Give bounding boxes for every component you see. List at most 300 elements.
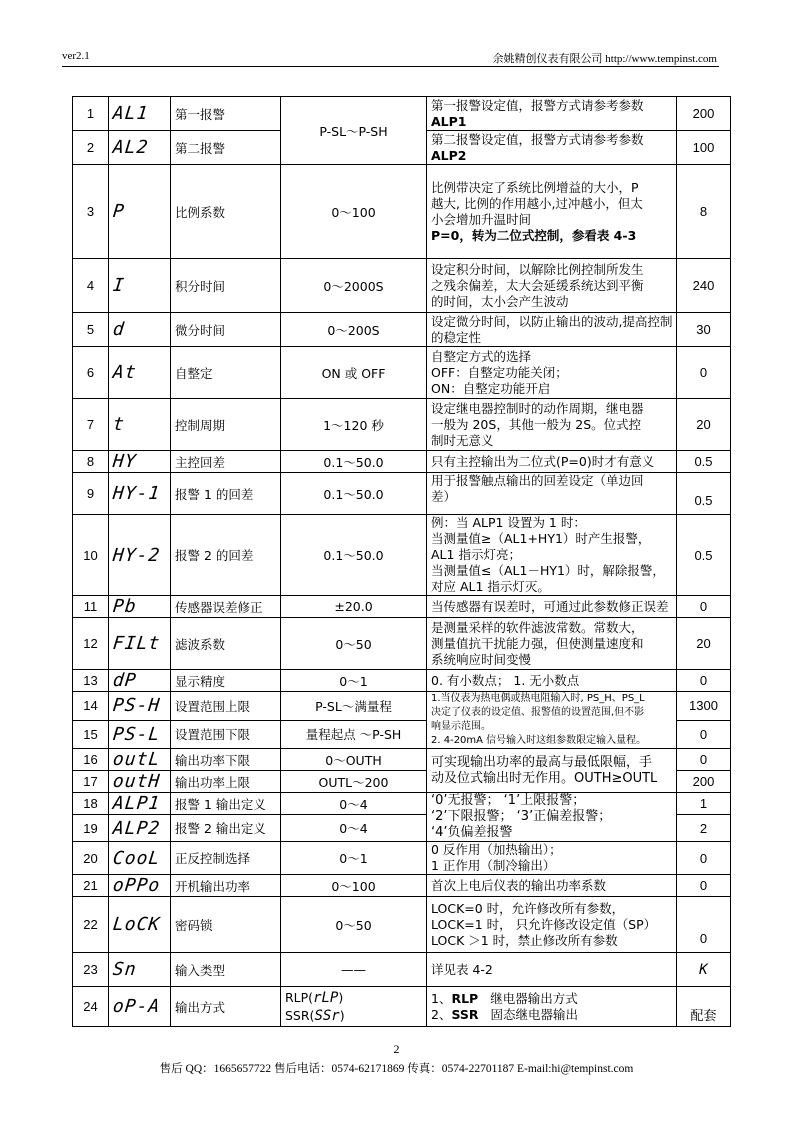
- table-row: [73, 875, 731, 897]
- param-number-text: 3: [86, 204, 95, 219]
- param-number: [73, 875, 109, 897]
- desc-line: 的稳定性: [431, 329, 482, 345]
- param-default: [677, 97, 731, 131]
- param-code: [109, 692, 171, 721]
- param-code-display: At: [111, 362, 138, 383]
- param-range: [281, 749, 427, 771]
- param-code: [109, 259, 171, 313]
- param-range: [281, 596, 427, 618]
- param-range: [281, 897, 427, 953]
- param-description: [427, 953, 677, 987]
- ssr-code: SSr: [314, 1007, 340, 1024]
- param-name: [171, 131, 281, 165]
- table-row: [73, 515, 731, 596]
- param-description: [427, 596, 677, 618]
- param-number-text: 21: [83, 878, 98, 893]
- param-code: [109, 815, 171, 842]
- param-code-display: Sn: [111, 959, 138, 980]
- param-number: [73, 473, 109, 515]
- param-name-text: 积分时间: [175, 278, 226, 294]
- param-name-text: 正反控制选择: [175, 851, 251, 866]
- table-row: [73, 749, 731, 771]
- param-range-text: P-SL～P-SH: [319, 123, 388, 139]
- param-code: [109, 347, 171, 399]
- desc-line: 小会增加升温时间: [431, 211, 532, 227]
- desc-line: 当测量值≤（AL1－HY1）时，解除报警，: [431, 563, 665, 578]
- param-default-text: 0: [699, 931, 708, 946]
- param-code-display: t: [111, 414, 126, 435]
- param-number: [73, 953, 109, 987]
- param-code-display: outH: [111, 771, 162, 792]
- table-row: [73, 97, 731, 131]
- desc-line: 越大, 比例的作用越小,过冲越小，但太: [431, 195, 643, 211]
- param-name: [171, 259, 281, 313]
- param-description: [427, 451, 677, 473]
- desc-line: ‘4’负偏差报警: [431, 825, 513, 840]
- param-range-text: 1～120 秒: [323, 417, 384, 433]
- desc-line: 当传感器有误差时，可通过此参数修正误差: [431, 598, 669, 614]
- param-default: [677, 618, 731, 670]
- param-range-text: OUTL～200: [318, 774, 389, 790]
- param-range-text: 0～1: [339, 851, 368, 866]
- desc-line: ALP1: [431, 113, 467, 129]
- param-range-text: ——: [341, 962, 366, 977]
- param-name: [171, 670, 281, 692]
- param-name-text: 输出方式: [175, 999, 226, 1015]
- desc-line: 首次上电后仪表的输出功率系数: [431, 877, 607, 893]
- mode-key: RLP: [451, 990, 479, 1006]
- param-range-text: 0～1: [339, 673, 368, 689]
- table-row: [73, 165, 731, 259]
- desc-line: 1 正作用（制冷输出）: [431, 858, 556, 873]
- page-number: 2: [393, 1042, 400, 1056]
- param-name: [171, 313, 281, 347]
- param-default: [677, 131, 731, 165]
- param-code-display: HY-2: [111, 544, 162, 566]
- param-name: [171, 720, 281, 749]
- table-row: [73, 793, 731, 815]
- param-range: [281, 165, 427, 259]
- param-default: [677, 451, 731, 473]
- param-number: [73, 97, 109, 131]
- param-default-text: 20: [696, 636, 711, 651]
- output-option-rlp: [285, 989, 422, 1007]
- param-code-display: I: [111, 275, 126, 296]
- desc-line: 决定了仪表的设定值、报警值的设置范围,但不影: [431, 707, 645, 718]
- param-name: [171, 897, 281, 953]
- param-range-text: 0.1～50.0: [323, 548, 384, 563]
- param-number: [73, 897, 109, 953]
- desc-line: 是测量采样的软件滤波常数。常数大，: [431, 619, 644, 635]
- desc-line: 0. 有小数点； 1. 无小数点: [431, 672, 580, 688]
- param-number-text: 10: [83, 547, 98, 563]
- desc-line: 系统响应时间变慢: [431, 651, 532, 667]
- param-number-text: 1: [86, 106, 95, 121]
- param-range: [281, 313, 427, 347]
- param-description: [427, 313, 677, 347]
- param-range: [281, 259, 427, 313]
- param-default: [677, 515, 731, 596]
- param-number-text: 17: [83, 774, 98, 789]
- param-name: [171, 347, 281, 399]
- param-number: [73, 313, 109, 347]
- mode-prefix: 2、: [431, 1006, 452, 1022]
- param-description: [427, 515, 677, 596]
- desc-line: 例：当 ALP1 设置为 1 时：: [431, 515, 586, 530]
- param-name-text: 设置范围下限: [175, 727, 251, 743]
- param-number-text: 24: [83, 999, 98, 1014]
- param-default-text: 0: [699, 878, 708, 893]
- desc-line: 一般为 20S，其他一般为 2S。位式控: [431, 416, 642, 432]
- param-number-text: 7: [86, 417, 95, 432]
- param-name-text: 输出功率上限: [175, 774, 251, 790]
- desc-line: 自整定方式的选择: [431, 348, 532, 364]
- param-default: [677, 259, 731, 313]
- param-description: [427, 97, 677, 131]
- output-option-ssr: [285, 1007, 422, 1025]
- desc-line: ‘2’下限报警； ‘3’正偏差报警；: [431, 809, 612, 824]
- param-default: [677, 313, 731, 347]
- param-code: [109, 749, 171, 771]
- desc-line: ON：自整定功能开启: [431, 380, 551, 396]
- desc-line: 设定微分时间，以防止输出的波动,提高控制: [431, 313, 673, 329]
- param-code: [109, 515, 171, 596]
- param-number: [73, 720, 109, 749]
- param-number: [73, 618, 109, 670]
- param-default: [677, 897, 731, 953]
- param-name-text: 第二报警: [175, 140, 226, 156]
- param-number-text: 14: [83, 698, 98, 714]
- desc-line: 1.当仪表为热电偶或热电阻输入时, PS_H、PS_L: [431, 693, 645, 704]
- param-default-text: K: [699, 961, 708, 978]
- param-name-text: 开机输出功率: [175, 878, 251, 894]
- param-code-display: PS-H: [111, 695, 162, 717]
- param-default-text: 240: [692, 278, 715, 293]
- param-name-text: 报警 1 的回差: [175, 486, 254, 502]
- param-code-display: outL: [111, 749, 162, 770]
- param-name-text: 自整定: [175, 365, 213, 381]
- param-code-display: oPPo: [111, 875, 162, 896]
- param-range: [281, 953, 427, 987]
- param-number-text: 11: [83, 599, 98, 614]
- param-code-display: ALP2: [111, 817, 162, 839]
- param-default-text: 2: [699, 820, 708, 836]
- param-default: [677, 987, 731, 1027]
- rlp-label: RLP(: [285, 989, 314, 1005]
- param-name-text: 比例系数: [175, 204, 226, 220]
- param-range-text: 0～4: [339, 796, 368, 812]
- desc-line: OFF：自整定功能关闭；: [431, 364, 568, 380]
- param-range-text: 0～2000S: [323, 278, 384, 294]
- param-description: [427, 259, 677, 313]
- param-number-text: 23: [83, 962, 98, 977]
- param-number-text: 19: [83, 820, 98, 836]
- param-code-display: CooL: [111, 847, 162, 869]
- ssr-close: ): [339, 1007, 345, 1023]
- table-row: [73, 473, 731, 515]
- param-code: [109, 596, 171, 618]
- param-default: [677, 692, 731, 721]
- param-code-display: dP: [111, 670, 138, 691]
- param-name: [171, 815, 281, 842]
- param-code-display: ALP1: [111, 793, 162, 815]
- param-code: [109, 399, 171, 451]
- param-range: [281, 793, 427, 815]
- param-code-display: P: [111, 201, 126, 222]
- param-number-text: 2: [86, 140, 95, 155]
- param-default-text: 0: [699, 752, 708, 767]
- param-number: [73, 793, 109, 815]
- param-number: [73, 692, 109, 721]
- param-name: [171, 596, 281, 618]
- param-code: [109, 131, 171, 165]
- param-default: [677, 596, 731, 618]
- desc-line: 之残余偏差，太大会延缓系统达到平衡: [431, 277, 644, 293]
- param-default-text: 200: [692, 106, 715, 121]
- desc-line: 差）: [431, 489, 457, 504]
- param-code-display: AL2: [111, 137, 150, 158]
- header-version: ver2.1: [62, 50, 90, 62]
- table-row: [73, 670, 731, 692]
- param-default-text: 0.5: [694, 547, 713, 563]
- desc-line: ‘0’无报警； ‘1’上限报警；: [431, 793, 586, 808]
- param-name: [171, 953, 281, 987]
- rlp-close: ): [338, 989, 344, 1005]
- table-row: [73, 618, 731, 670]
- param-code: [109, 473, 171, 515]
- desc-line: 测量值抗干扰能力强，但使测量速度和: [431, 635, 644, 651]
- parameter-table: [72, 96, 731, 1027]
- param-default: [677, 749, 731, 771]
- param-description: [427, 692, 677, 749]
- param-name-text: 显示精度: [175, 673, 226, 689]
- param-number-text: 18: [83, 796, 98, 812]
- mode-text: 固态继电器输出: [490, 1006, 579, 1022]
- param-default: [677, 399, 731, 451]
- param-name: [171, 749, 281, 771]
- param-code-display: d: [111, 319, 126, 340]
- param-name-text: 报警 2 的回差: [175, 548, 254, 563]
- param-default: [677, 953, 731, 987]
- param-number-text: 13: [83, 673, 98, 688]
- desc-line: 只有主控输出为二位式(P=0)时才有意义: [431, 453, 655, 469]
- mode-prefix: 1、: [431, 990, 452, 1006]
- header-divider: [62, 66, 719, 67]
- param-range-text: ±20.0: [334, 599, 373, 614]
- param-name: [171, 399, 281, 451]
- param-code: [109, 953, 171, 987]
- param-range-text: 0～50: [335, 636, 372, 652]
- table-row: [73, 987, 731, 1027]
- param-range-text: 0～100: [331, 204, 376, 220]
- param-default: [677, 793, 731, 815]
- param-number: [73, 987, 109, 1027]
- param-range: [281, 97, 427, 165]
- param-number-text: 12: [83, 636, 98, 651]
- ssr-label: SSR(: [285, 1007, 315, 1023]
- desc-line: LOCK ＞1 时，禁止修改所有参数: [431, 932, 618, 948]
- param-range: [281, 347, 427, 399]
- desc-line: 第二报警设定值，报警方式请参考参数: [431, 131, 644, 147]
- param-number-text: 6: [86, 365, 95, 380]
- param-code: [109, 313, 171, 347]
- param-code: [109, 720, 171, 749]
- param-number: [73, 399, 109, 451]
- param-name: [171, 618, 281, 670]
- table-row: [73, 451, 731, 473]
- param-range-text: ON 或 OFF: [321, 365, 386, 381]
- output-mode-line: [431, 1007, 672, 1023]
- param-default-text: 200: [692, 774, 715, 789]
- param-number: [73, 596, 109, 618]
- param-code: [109, 842, 171, 875]
- param-range-text: 0～OUTH: [325, 752, 382, 768]
- param-number-text: 4: [86, 278, 95, 293]
- desc-line: P=0，转为二位式控制，参看表 4-3: [431, 227, 637, 243]
- param-number: [73, 165, 109, 259]
- param-name-text: 第一报警: [175, 106, 226, 122]
- param-range: [281, 451, 427, 473]
- param-default: [677, 165, 731, 259]
- mode-text: 继电器输出方式: [490, 990, 578, 1006]
- param-range: [281, 670, 427, 692]
- param-name: [171, 515, 281, 596]
- param-code: [109, 793, 171, 815]
- param-range: [281, 720, 427, 749]
- desc-line: 设定继电器控制时的动作周期，继电器: [431, 400, 644, 416]
- param-range-text: 0～100: [331, 878, 376, 894]
- param-range-text: 0.1～50.0: [323, 454, 384, 470]
- param-number: [73, 515, 109, 596]
- param-name-text: 输入类型: [175, 962, 226, 978]
- param-description: [427, 131, 677, 165]
- desc-line: AL1 指示灯亮；: [431, 547, 521, 562]
- param-name-text: 报警 1 输出定义: [175, 796, 266, 812]
- param-number: [73, 131, 109, 165]
- param-default: [677, 720, 731, 749]
- param-description: [427, 749, 677, 793]
- param-default: [677, 875, 731, 897]
- param-number: [73, 670, 109, 692]
- param-description: [427, 875, 677, 897]
- param-name-text: 传感器误差修正: [175, 599, 263, 615]
- param-name-text: 微分时间: [175, 322, 226, 338]
- param-name: [171, 473, 281, 515]
- param-code-display: AL1: [111, 103, 150, 124]
- desc-line: 对应 AL1 指示灯灭。: [431, 579, 550, 594]
- param-range-text: 0.1～50.0: [323, 486, 384, 502]
- param-name: [171, 987, 281, 1027]
- param-range: [281, 618, 427, 670]
- param-code-display: Pb: [111, 596, 138, 617]
- param-name-text: 主控回差: [175, 454, 226, 470]
- param-code-display: HY-1: [111, 483, 162, 504]
- param-number: [73, 259, 109, 313]
- param-default-text: 20: [696, 417, 711, 432]
- desc-line: 设定积分时间，以解除比例控制所发生: [431, 261, 644, 277]
- param-default-text: 配套: [690, 1008, 717, 1023]
- param-name-text: 滤波系数: [175, 636, 226, 652]
- param-code: [109, 618, 171, 670]
- desc-line: 详见表 4-2: [431, 961, 493, 977]
- param-code: [109, 875, 171, 897]
- desc-line: 响显示范围。: [431, 721, 491, 732]
- desc-line: 0 反作用（加热输出）；: [431, 842, 562, 857]
- param-name: [171, 165, 281, 259]
- desc-line: 2. 4-20mA 信号输入时这组参数限定输入量程。: [431, 735, 647, 746]
- table-row: [73, 347, 731, 399]
- output-mode-line: [431, 991, 672, 1007]
- mode-key: SSR: [451, 1006, 479, 1022]
- param-range: [281, 815, 427, 842]
- param-range-text: 量程起点 ～P-SH: [305, 727, 402, 743]
- param-number: [73, 771, 109, 793]
- desc-line: 用于报警触点输出的回差设定（单边回: [431, 473, 644, 488]
- param-description: [427, 793, 677, 842]
- param-code-display: FILt: [111, 633, 162, 654]
- header-company: 余姚精创仪表有限公司 http://www.tempinst.com: [492, 53, 717, 65]
- param-code: [109, 897, 171, 953]
- desc-line: LOCK=0 时，允许修改所有参数，: [431, 900, 625, 916]
- param-name-text: 设置范围上限: [175, 698, 251, 714]
- param-description: [427, 987, 677, 1027]
- param-number: [73, 749, 109, 771]
- param-default-text: 0: [699, 673, 708, 688]
- desc-line: LOCK=1 时， 只允许修改设定值（SP）: [431, 916, 657, 932]
- param-number-text: 22: [83, 917, 98, 932]
- param-description: [427, 399, 677, 451]
- param-number-text: 16: [83, 752, 98, 767]
- rlp-code: rLP: [313, 989, 339, 1006]
- param-default: [677, 473, 731, 515]
- param-description: [427, 618, 677, 670]
- param-name: [171, 771, 281, 793]
- param-code: [109, 670, 171, 692]
- param-description: [427, 897, 677, 953]
- param-default-text: 0.5: [694, 493, 713, 508]
- param-name: [171, 875, 281, 897]
- param-range-text: 0～4: [339, 821, 368, 837]
- param-name-text: 控制周期: [175, 417, 226, 433]
- param-range: [281, 875, 427, 897]
- desc-line: 可实现输出功率的最高与最低限幅，手: [431, 754, 653, 770]
- param-range-text: 0～50: [335, 917, 372, 933]
- param-code-display: PS-L: [111, 723, 162, 745]
- desc-line: 制时无意义: [431, 432, 494, 448]
- param-range: [281, 771, 427, 793]
- param-range: [281, 473, 427, 515]
- param-name-text: 报警 2 输出定义: [175, 821, 266, 837]
- param-default: [677, 842, 731, 875]
- param-code-display: oP-A: [111, 996, 162, 1017]
- param-number-text: 9: [86, 486, 95, 501]
- table-row: [73, 897, 731, 953]
- param-name-text: 输出功率下限: [175, 752, 251, 768]
- desc-line: 比例带决定了系统比例增益的大小，P: [431, 179, 639, 195]
- param-name: [171, 451, 281, 473]
- param-code: [109, 165, 171, 259]
- desc-line: 第一报警设定值，报警方式请参考参数: [431, 97, 644, 113]
- desc-line: 动及位式输出时无作用。OUTH≥OUTL: [431, 770, 658, 786]
- desc-line: ALP2: [431, 147, 467, 163]
- param-default: [677, 815, 731, 842]
- table-row: [73, 313, 731, 347]
- param-description: [427, 473, 677, 515]
- param-description: [427, 165, 677, 259]
- param-default-text: 0: [699, 365, 708, 380]
- param-number-text: 8: [86, 454, 95, 469]
- param-default-text: 1300: [689, 698, 718, 714]
